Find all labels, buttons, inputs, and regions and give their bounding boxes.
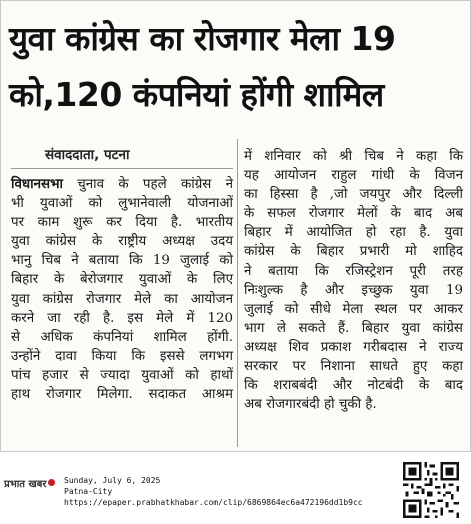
body-line: करने जा रही है. इस मेले में 120 (11, 310, 233, 326)
body-line: हाथ रोजगार मिलेगा. सदाकत आश्रम (11, 387, 233, 403)
body-line: अध्यक्ष शिव प्रकाश गरीबदास ने राज्य (244, 339, 463, 355)
qr-code-icon[interactable] (403, 462, 459, 518)
body-line: अब रोजगारबंदी हो चुकी है. (244, 397, 377, 413)
body-line: बिहार के बेरोजगार युवाओं के लिए (11, 272, 233, 288)
prabhat-khabar-logo (4, 472, 60, 490)
body-line: सरकार पर निशाना साधते हुए कहा (244, 359, 463, 375)
logo-text: प्रभात खबर (4, 479, 47, 490)
byline: संवाददाता, पटना (45, 147, 130, 163)
body-line: उन्होंने दावा किया कि इससे लगभग (11, 348, 233, 364)
dateline: विधानसभा (11, 177, 63, 192)
body-line: पर काम शुरू कर दिया है. भारतीय (11, 215, 233, 231)
logo-sun-icon (48, 479, 55, 486)
body-line: ने बताया कि रजिस्ट्रेशन पूरी तरह (244, 263, 463, 279)
body-line: भाग ले सकते हैं. बिहार युवा कांग्रेस (244, 320, 463, 336)
article-column-right (244, 147, 463, 414)
body-line: यह आयोजन राहुल गांधी के विजन (244, 168, 463, 184)
body-line: से अधिक कंपनियां शामिल होंगी. (11, 329, 233, 345)
clip-edition: Patna-City (64, 487, 113, 496)
body-line: भानु चिब ने बताया कि 19 जुलाई को (11, 253, 233, 269)
body-line: का हिस्सा है ,जो जयपुर और दिल्ली (244, 187, 463, 203)
body-line: के सफल रोजगार मेलों के बाद अब (244, 206, 463, 222)
headline (9, 11, 461, 123)
body-line: युवा कांग्रेस रोजगार मेले का आयोजन (11, 291, 233, 307)
body-line: युवा कांग्रेस के राष्ट्रीय अध्यक्ष उदय (11, 234, 233, 250)
body-line: बिहार में आयोजित हो रहा है. युवा (244, 225, 463, 241)
column-divider (237, 139, 238, 447)
body-line: जुलाई को सीधे मेला स्थल पर आकर (244, 301, 463, 317)
byline-divider (11, 168, 233, 169)
article-column-left (11, 145, 233, 404)
body-line: कांग्रेस के बिहार प्रभारी मो शाहिद (244, 244, 463, 260)
clip-date: Sunday, July 6, 2025 (64, 476, 161, 485)
clip-url[interactable]: https://epaper.prabhatkhabar.com/clip/6869864ec6a472196dd1b9cc (64, 498, 363, 507)
body-line: में शनिवार को श्री चिब ने कहा कि (244, 149, 463, 164)
body-line: कि शराबबंदी और नोटबंदी के बाद (244, 378, 463, 394)
body-line: भी युवाओं को लुभानेवाली योजनाओं (11, 196, 233, 212)
clip-footer (0, 458, 471, 524)
body-line: विधानसभा चुनाव के पहले कांग्रेस ने (11, 177, 233, 192)
clip-meta (64, 475, 363, 508)
headline-line-2: को,120 कंपनियां होंगी शामिल (9, 75, 384, 114)
body-line: निःशुल्क है और इच्छुक युवा 19 (244, 282, 463, 298)
headline-line-1: युवा कांग्रेस का रोजगार मेला 19 (9, 19, 396, 58)
body-line: पांच हजार से ज्यादा युवाओं को हाथों (11, 367, 233, 383)
